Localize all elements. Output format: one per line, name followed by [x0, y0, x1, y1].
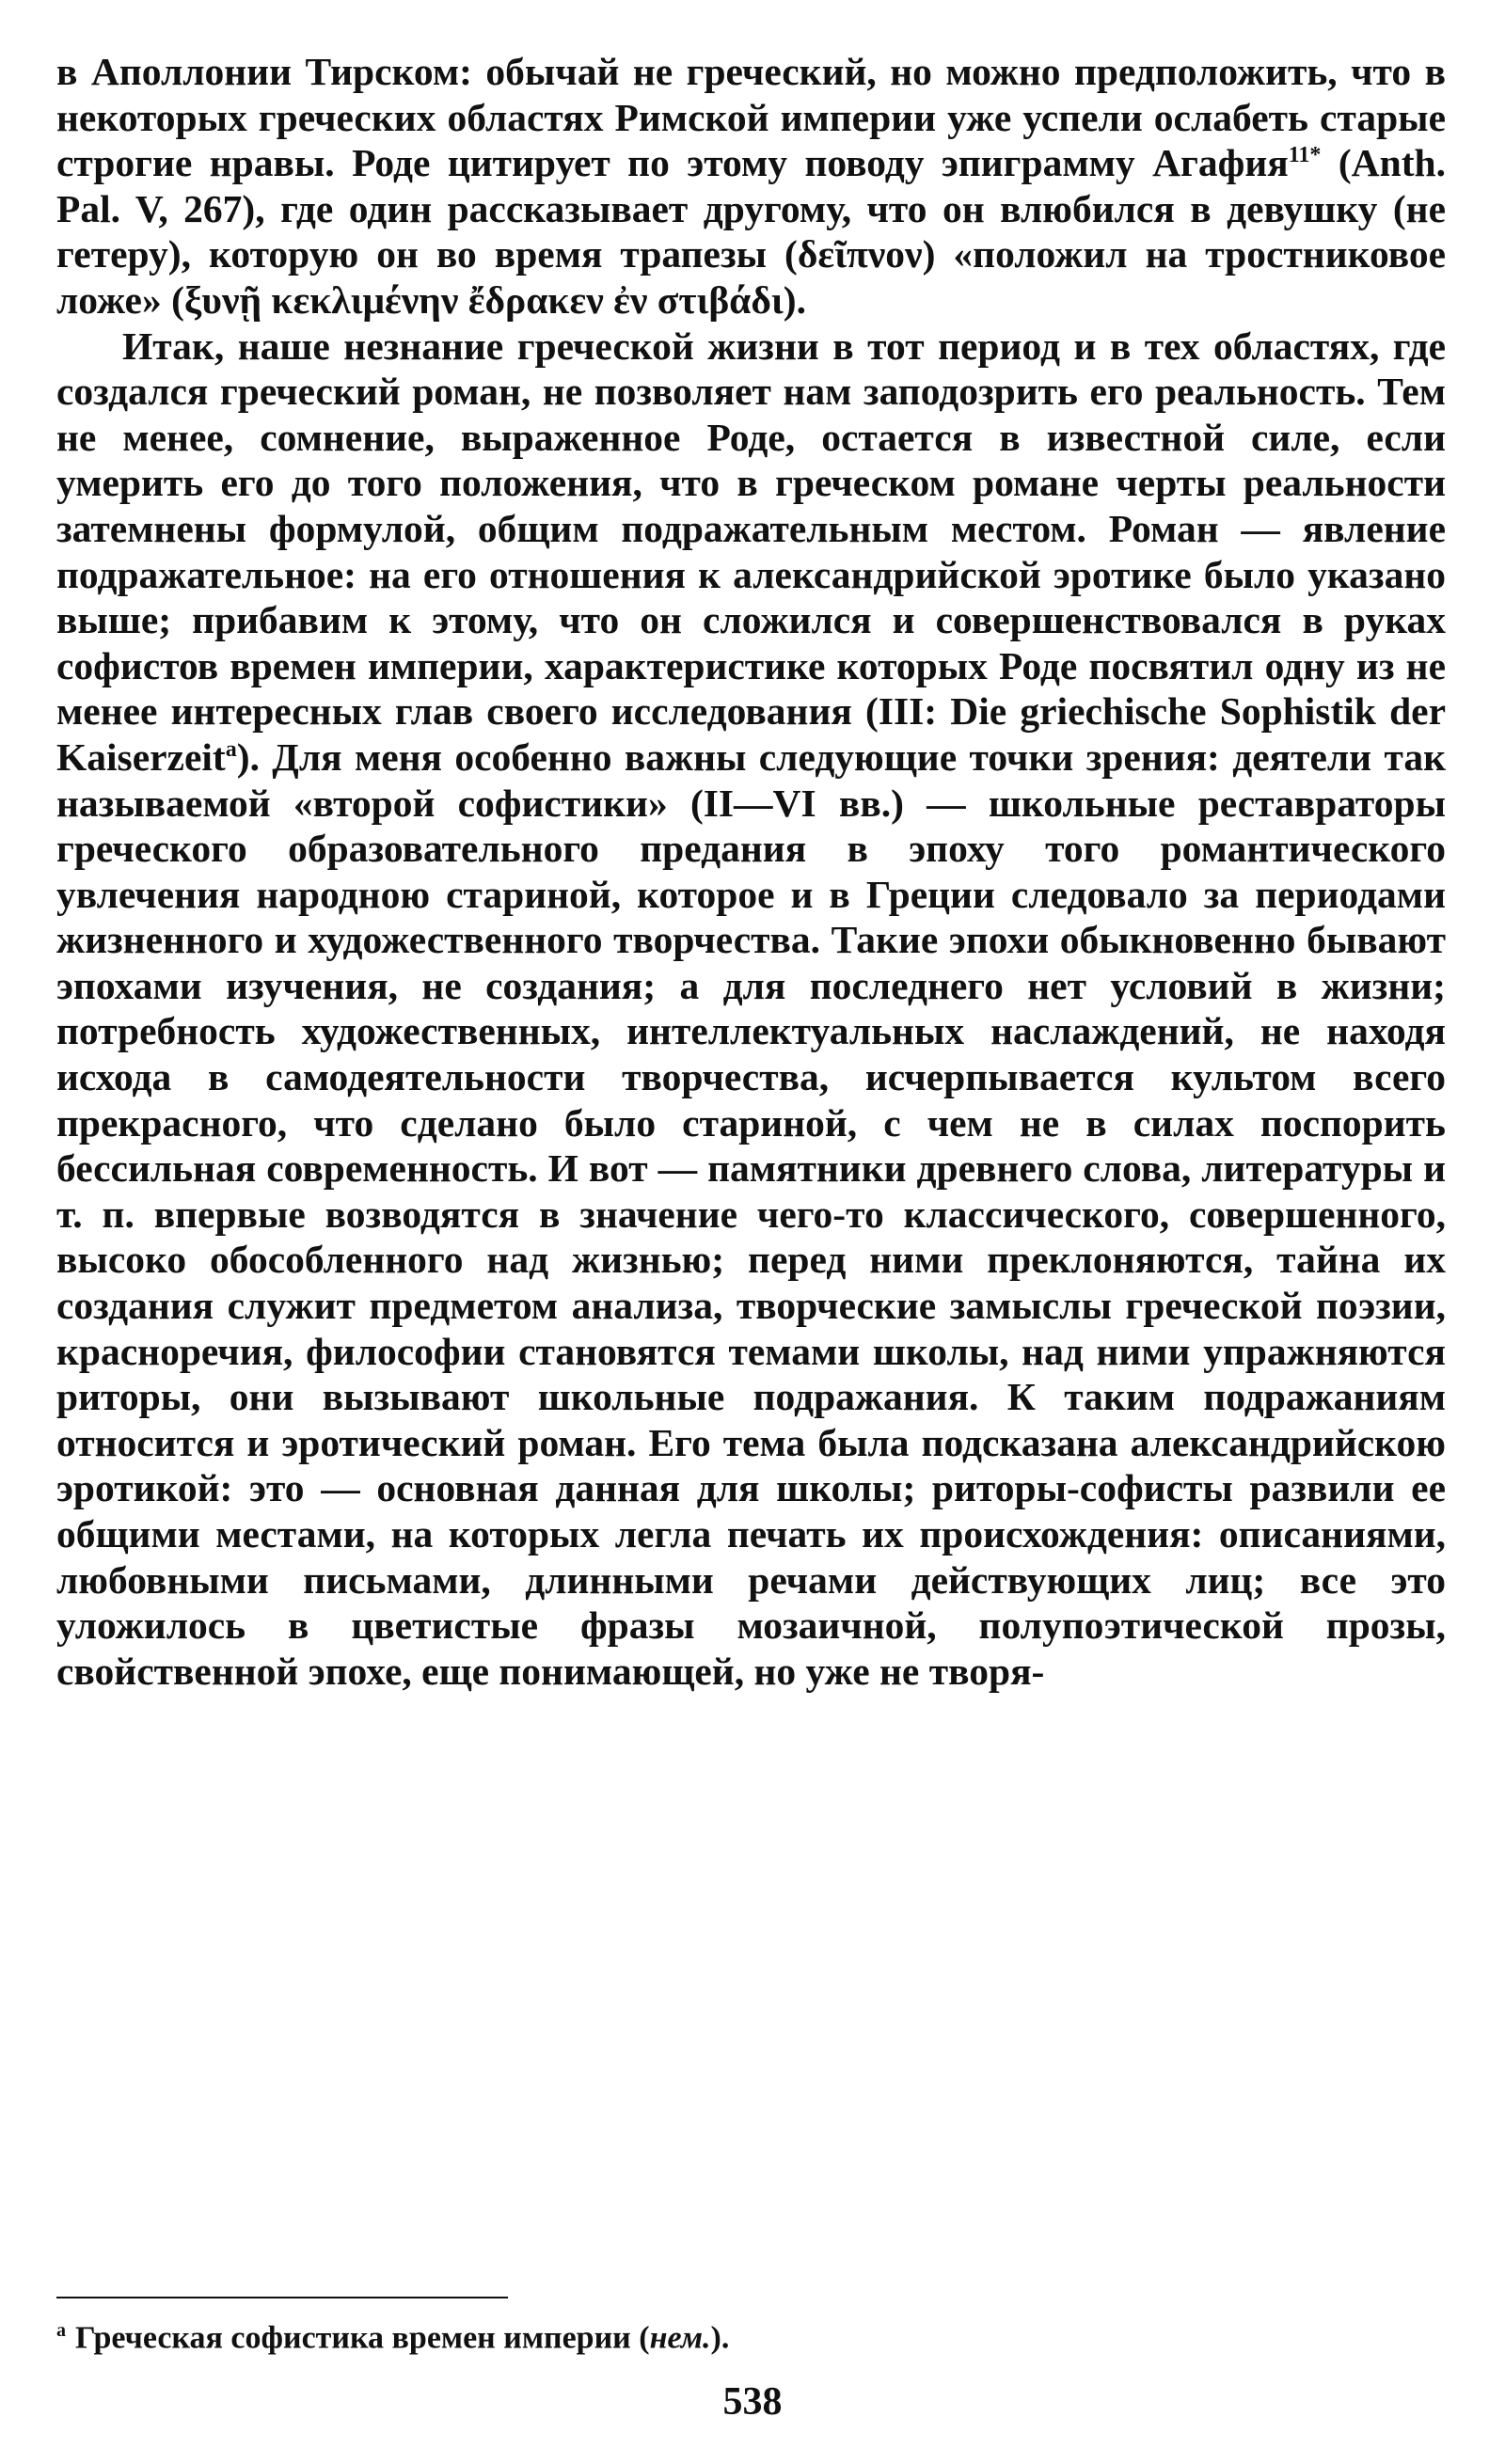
- footnote-divider: [56, 2297, 508, 2298]
- paragraph-2: [56, 324, 1446, 1695]
- page-number: 538: [722, 2380, 783, 2424]
- footnote-close: ).: [710, 2320, 730, 2356]
- footnote: [56, 2312, 1446, 2357]
- footnote-mark: a: [56, 2320, 66, 2341]
- page-body: [56, 49, 1446, 1694]
- footnote-marker: a: [225, 737, 237, 763]
- paragraph-1-text-a: в Аполлонии Тирском: обычай не греческий, но можно предположить, что в некоторых греческих областях Римской империи уже успели ослабеть старые строгие нравы. Роде цитирует по этому поводу эпиграмму Агафия: [56, 50, 1446, 185]
- footnote-italic: нем.: [649, 2320, 711, 2356]
- paragraph-2-text-a: Итак, наше незнание греческой жизни в тот период и в тех областях, где создался греческий роман, не позволяет нам заподозрить его реальность. Тем не менее, сомнение, выраженное Роде, остается в известной силе, если умерить его до того положения, что в греческом романе черты реальности затемнены формулой, общим подражательным местом. Роман — явление подражательное: на его отношения к александрийской эротике было указано выше; прибавим к этому, что он сложился и совершенствовался в руках софистов времен империи, характеристике которых Роде посвятил одну из не менее интересных глав своего исследования (III: Die griechische Sophistik der Kaiserzeit: [56, 324, 1446, 779]
- paragraph-1-text-b: (Anth. Pal. V, 267), где один рассказывает другому, что он влюбился в девушку (не гетеру), которую он во время трапезы (δεῖπνον) «положил на тростниковое ложе» (ξυνῇ κεκλιμένην ἔδρακεν ἐν στιβάδι).: [56, 141, 1446, 322]
- footnote-text: Греческая софистика времен империи (: [75, 2320, 650, 2356]
- paragraph-2-text-b: ). Для меня особенно важны следующие точки зрения: деятели так называемой «второй софистики» (II—VI вв.) — школьные реставраторы греческого образовательного предания в эпоху того романтического увлечения народною стариной, которое и в Греции следовало за периодами жизненного и художественного творчества. Такие эпохи обыкновенно бывают эпохами изучения, не создания; а для последнего нет условий в жизни; потребность художественных, интеллектуальных наслаждений, не находя исхода в самодеятельности творчества, исчерпывается культом всего прекрасного, что сделано было стариной, с чем не в силах поспорить бессильная современность. И вот — памятники древнего слова, литературы и т. п. впервые возводятся в значение чего-то классического, совершенного, высоко обособленного над жизнью; перед ними преклоняются, тайна их создания служит предметом анализа, творческие замыслы греческой поэзии, красноречия, философии становятся темами школы, над ними упражняются риторы, они вызывают школьные подражания. К таким подражаниям относится и эротический роман. Его тема была подсказана александрийскою эротикой: это — основная данная для школы; риторы-софисты развили ее общими местами, на которых легла печать их происхождения: описаниями, любовными письмами, длинными речами действующих лиц; все это уложилось в цветистые фразы мозаичной, полупоэтической прозы, свойственной эпохе, еще понимающей, но уже не творя-: [56, 734, 1446, 1693]
- paragraph-1: [56, 49, 1446, 324]
- endnote-marker: 11*: [1288, 143, 1322, 168]
